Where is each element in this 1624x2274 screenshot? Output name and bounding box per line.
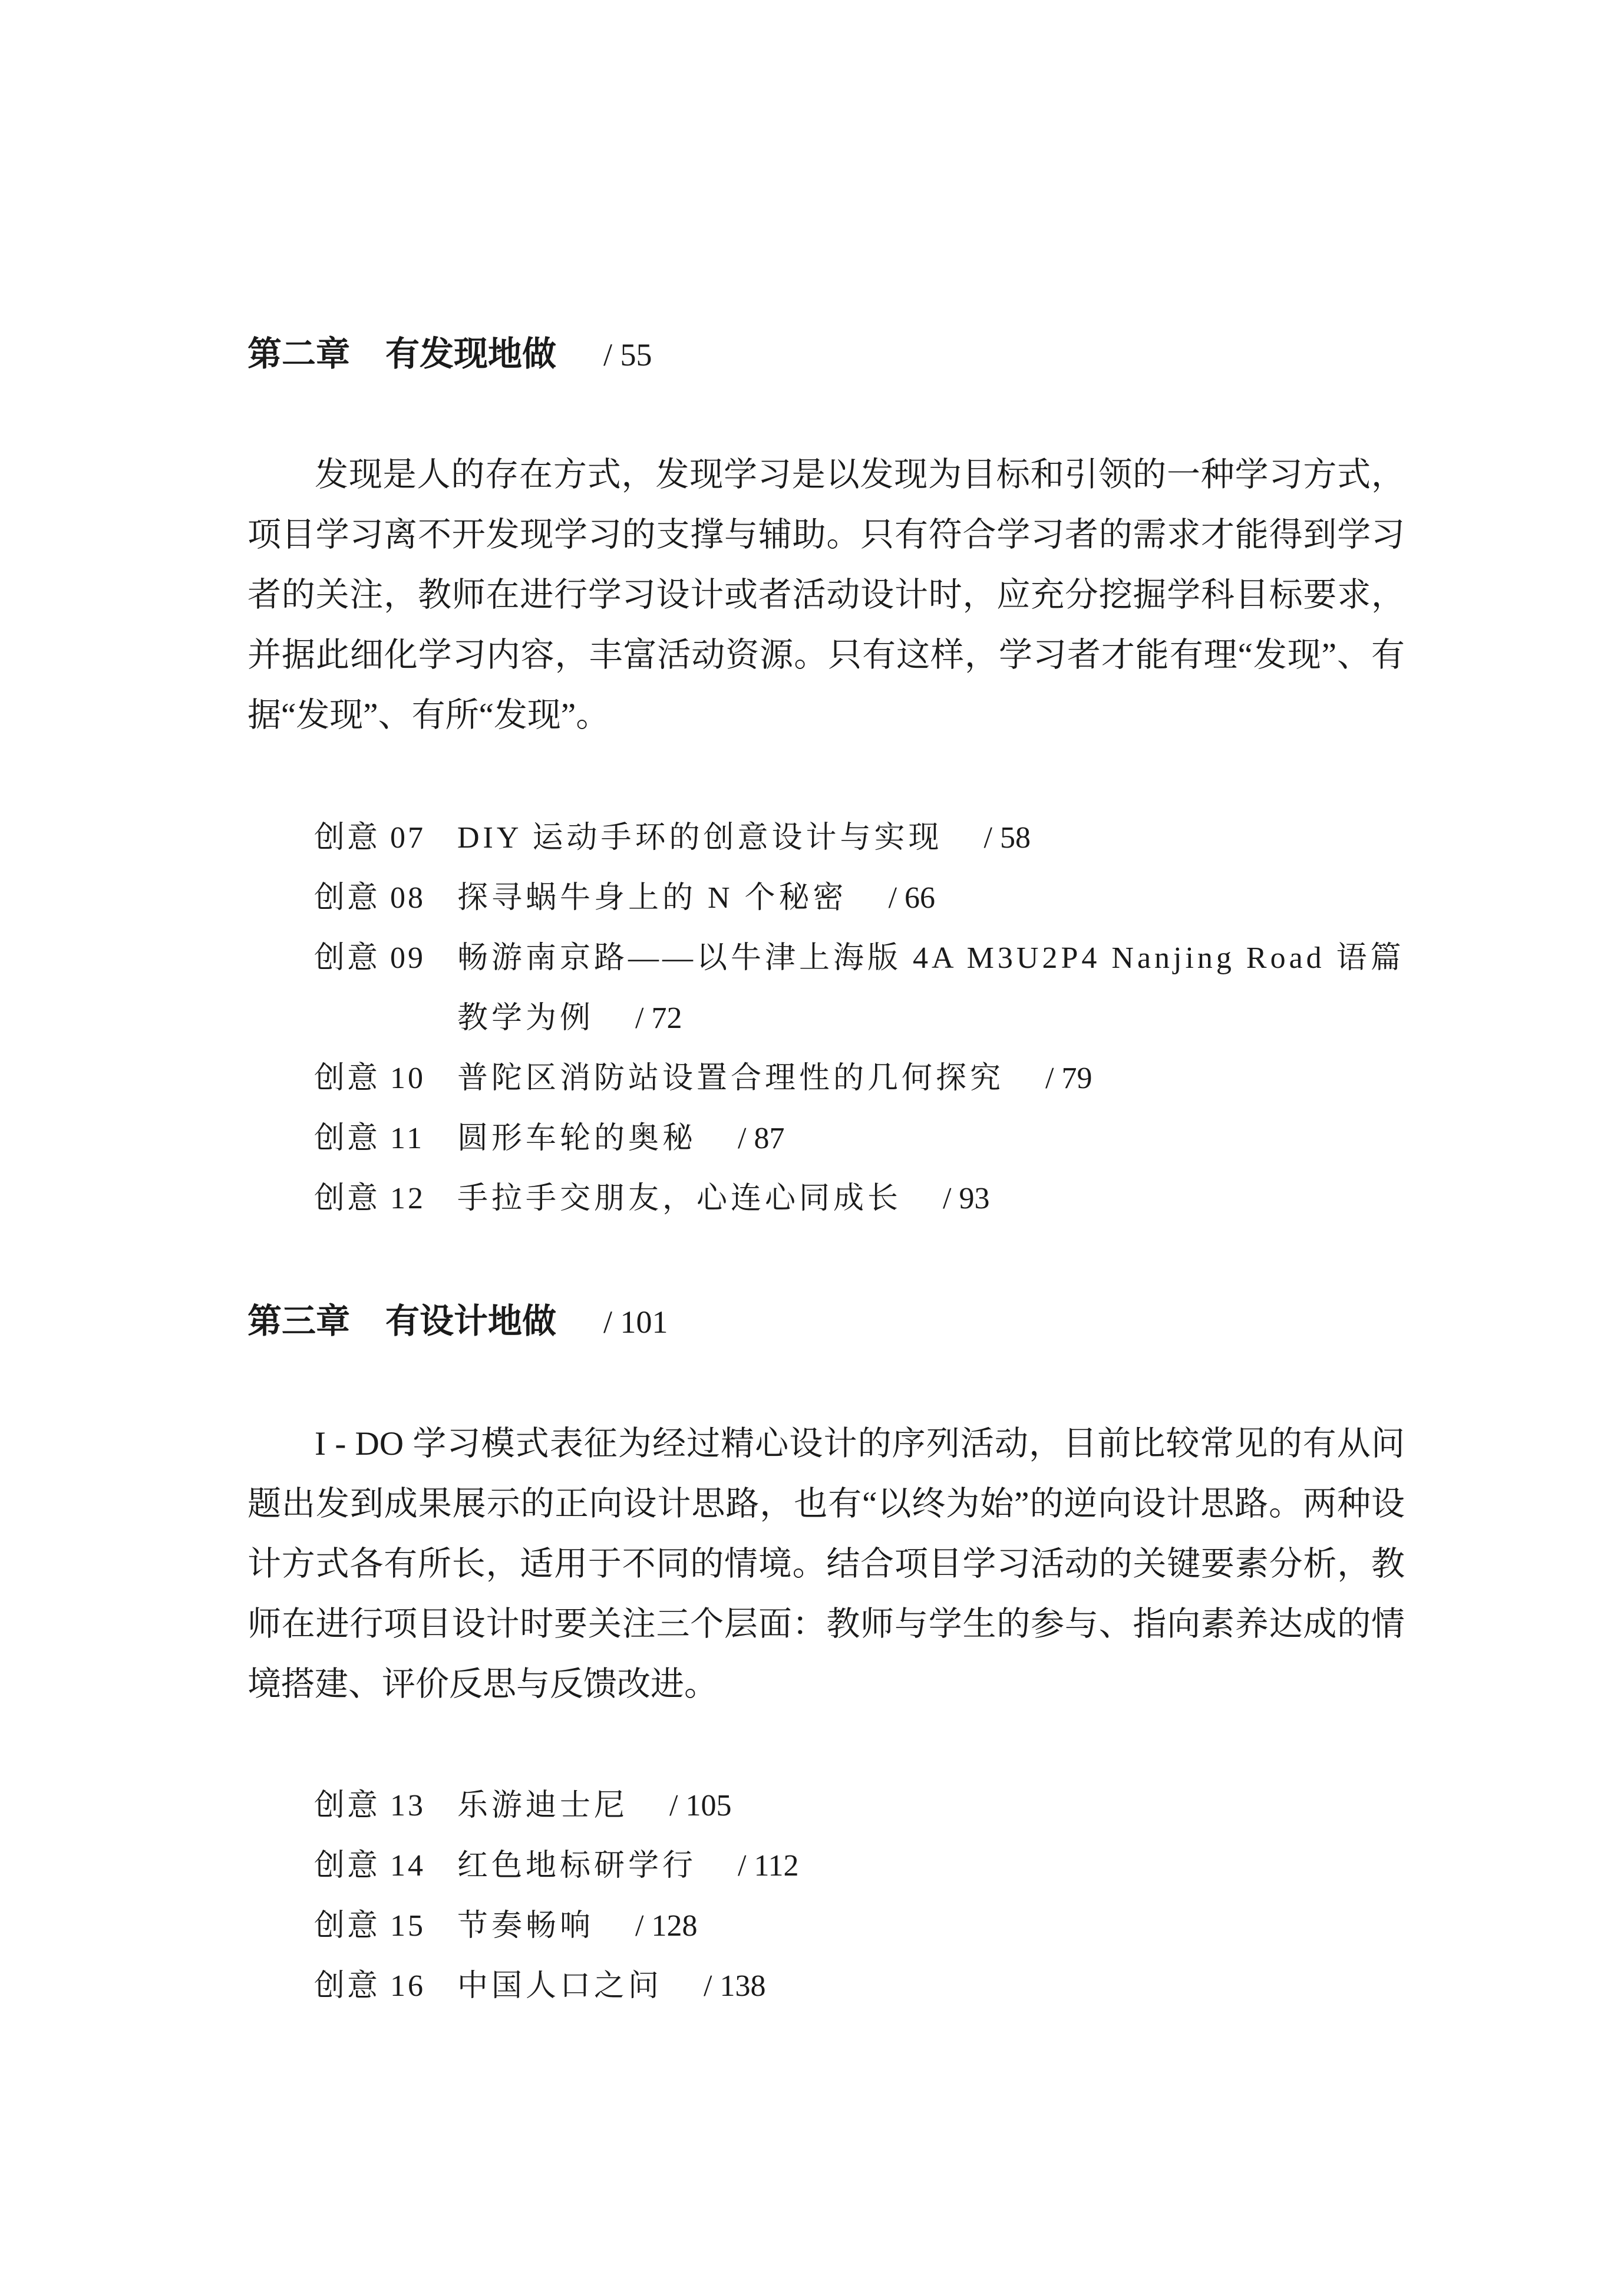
toc-entry[interactable] — [314, 1956, 1405, 2016]
toc-entry[interactable] — [314, 1776, 1405, 1836]
entry-title: 畅游南京路——以牛津上海版 4A M3U2P4 Nanjing Road 语篇教学为例 — [457, 941, 1405, 1035]
toc-entry[interactable] — [314, 868, 1405, 928]
entry-title: 乐游迪士尼 — [457, 1789, 629, 1823]
entry-title: 节奏畅响 — [457, 1909, 595, 1943]
entry-label: 创意 07 — [314, 821, 426, 855]
entry-page: / 79 — [1045, 1062, 1092, 1095]
entry-page: / 105 — [669, 1789, 732, 1823]
entry-label: 创意 09 — [314, 941, 426, 975]
entry-label: 创意 15 — [314, 1909, 426, 1943]
entry-title: DIY 运动手环的创意设计与实现 — [457, 821, 943, 855]
entry-label: 创意 10 — [314, 1062, 426, 1095]
entry-title: 圆形车轮的奥秘 — [457, 1122, 697, 1155]
entry-title: 手拉手交朋友，心连心同成长 — [457, 1182, 902, 1215]
toc-entry[interactable] — [314, 1836, 1405, 1896]
entry-page: / 138 — [704, 1969, 766, 2003]
entry-title: 普陀区消防站设置合理性的几何探究 — [457, 1062, 1005, 1095]
chapter-2-intro: 发现是人的存在方式，发现学习是以发现为目标和引领的一种学习方式，项目学习离不开发现学习的支撑与辅助。只有符合学习者的需求才能得到学习者的关注，教师在进行学习设计或者活动设计时，应充分挖掘学科目标要求，并据此细化学习内容，丰富活动资源。只有这样，学习者才能有理“发现”、有据“发现”、有所“发现”。 — [247, 456, 1405, 734]
chapter-page: / 101 — [603, 1304, 668, 1340]
chapter-2-toc — [314, 808, 1405, 1229]
chapter-number: 第三章 — [247, 1302, 351, 1340]
entry-page: / 58 — [983, 821, 1031, 855]
entry-label: 创意 14 — [314, 1849, 426, 1883]
entry-page: / 87 — [738, 1122, 785, 1155]
toc-entry[interactable] — [314, 808, 1405, 868]
entry-title: 中国人口之问 — [457, 1969, 663, 2003]
chapter-3-heading[interactable] — [247, 1291, 668, 1352]
chapter-title: 有设计地做 — [385, 1302, 557, 1340]
chapter-3-toc — [314, 1776, 1405, 2016]
entry-label: 创意 12 — [314, 1182, 426, 1215]
entry-page: / 112 — [738, 1849, 799, 1883]
entry-label: 创意 11 — [314, 1122, 425, 1155]
chapter-3-intro: I - DO 学习模式表征为经过精心设计的序列活动，目前比较常见的有从问题出发到成果展示的正向设计思路，也有“以终为始”的逆向设计思路。两种设计方式各有所长，适用于不同的情境。结合项目学习活动的关键要素分析，教师在进行项目设计时要关注三个层面：教师与学生的参与、指向素养达成的情境搭建、评价反思与反馈改进。 — [247, 1425, 1405, 1703]
chapter-page: / 55 — [603, 337, 652, 373]
entry-label: 创意 13 — [314, 1789, 426, 1823]
toc-entry[interactable] — [314, 928, 1405, 1049]
toc-entry[interactable] — [314, 1896, 1405, 1956]
entry-title: 红色地标研学行 — [457, 1849, 697, 1883]
entry-page: / 128 — [635, 1909, 698, 1943]
toc-entry[interactable] — [314, 1109, 1405, 1169]
entry-label: 创意 16 — [314, 1969, 426, 2003]
entry-page: / 93 — [943, 1182, 990, 1215]
entry-page: / 72 — [635, 1001, 682, 1035]
entry-title: 探寻蜗牛身上的 N 个秘密 — [457, 881, 847, 915]
toc-entry[interactable] — [314, 1169, 1405, 1229]
toc-entry[interactable] — [314, 1049, 1405, 1109]
entry-label: 创意 08 — [314, 881, 426, 915]
chapter-2-heading[interactable] — [247, 324, 652, 384]
chapter-title: 有发现地做 — [385, 335, 557, 373]
chapter-number: 第二章 — [247, 335, 351, 373]
entry-page: / 66 — [888, 881, 936, 915]
